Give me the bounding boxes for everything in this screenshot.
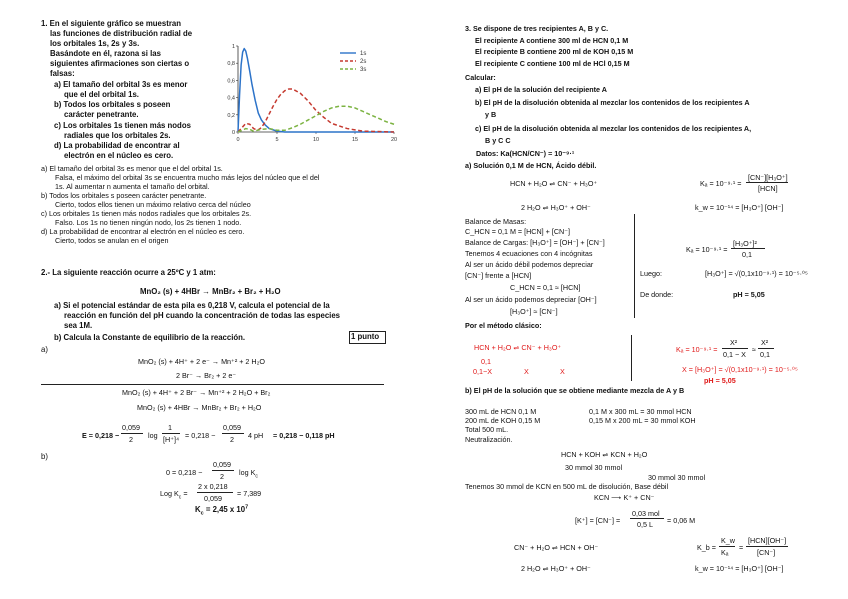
frac-bar xyxy=(630,518,664,519)
q2b-line: b) Calcula la Constante de equilibrio de la reacción. xyxy=(54,333,246,342)
x-tick-label: 20 xyxy=(390,137,398,143)
frac-bar xyxy=(758,348,774,349)
solution-a-title: a) Solución 0,1 M de HCN, Ácido débil. xyxy=(465,161,597,170)
q3-line: b) El pH de la disolución obtenida al mezclar los contenidos de los recipientes A xyxy=(475,98,750,107)
balance-line: [H₃O⁺] ≈ [CN⁻] xyxy=(510,307,558,316)
ka-lhs: Kₐ = 10⁻⁹·¹ = xyxy=(700,179,742,188)
balance-line: Balance de Cargas: [H₃O⁺] = [OH⁻] + [CN⁻] xyxy=(465,238,605,247)
answer-line: b) Todos los orbitales s poseen carácter penetrante. xyxy=(41,191,207,200)
kb-f1-num: K_w xyxy=(721,536,735,545)
column-divider xyxy=(634,214,635,318)
q3-line: 3. Se dispone de tres recipientes A, B y C. xyxy=(465,24,609,33)
answer-line: Cierto, todos se anulan en el origen xyxy=(55,236,169,245)
mix-b: 200 mL de KOH 0,15 M xyxy=(465,416,541,425)
q1-line: b) Todos los orbitales s poseen xyxy=(54,100,171,109)
e-log: log xyxy=(148,431,158,440)
balance-line: Al ser un ácido débil podemos depreciar xyxy=(465,260,594,269)
sum-reaction-2: MnO₂ (s) + 4HBr → MnBr₂ + Br₂ + H₂O xyxy=(137,403,262,412)
balance-line: C_HCN = 0,1 ≈ [HCN] xyxy=(510,283,581,292)
q1-line: a) El tamaño del orbital 3s es menor xyxy=(54,80,188,89)
ka2-lhs: Kₐ = 10⁻⁹·¹ = xyxy=(686,245,728,254)
q3-line: El recipiente B contiene 200 ml de KOH 0,15 M xyxy=(475,47,634,56)
q3-line: c) El pH de la disolución obtenida al mezclar los contenidos de los recipientes A, xyxy=(475,124,752,133)
y-tick-label: 0,4 xyxy=(227,95,235,102)
balance-line: [CN⁻] frente a [HCN] xyxy=(465,271,532,280)
radial-distribution-chart xyxy=(222,40,400,150)
q1-line: radiales que los orbitales 2s. xyxy=(64,131,171,140)
q3-line: El recipiente A contiene 300 ml de HCN 0,1 M xyxy=(475,36,629,45)
frac-bar xyxy=(719,546,735,547)
frac-bar xyxy=(222,433,244,434)
answer-line: c) Los orbitales 1s tienen más nodos radiales que los orbitales 2s. xyxy=(41,209,252,218)
q3-line: El recipiente C contiene 100 ml de HCl 0,15 M xyxy=(475,59,630,68)
conc-lhs: [K⁺] = [CN⁻] = xyxy=(575,516,621,525)
ph-result-1: pH = 5,05 xyxy=(733,290,765,299)
frac-bar xyxy=(162,433,180,434)
label-a: a) xyxy=(41,345,48,354)
q1-line: c) Los orbitales 1s tienen más nodos xyxy=(54,121,191,130)
frac-bar xyxy=(722,348,748,349)
q1-line: que el del orbital 1s. xyxy=(64,90,139,99)
q2a-line: sea 1M. xyxy=(64,321,93,330)
e-mid: = 0,218 − xyxy=(185,431,216,440)
classic-method-title: Por el método clásico: xyxy=(465,321,542,330)
ka-num: [CN⁻][H₃O⁺] xyxy=(748,173,788,182)
e-frac1-den: 2 xyxy=(129,435,133,444)
initial-row: 0,1 xyxy=(481,357,491,366)
b1-den: 2 xyxy=(220,472,224,481)
kb-eq-sign: = xyxy=(739,543,744,552)
e-lhs: E = 0,218 − xyxy=(82,431,120,440)
q3-line: a) El pH de la solución del recipiente A xyxy=(475,85,607,94)
eq-row-hcn: 0,1−X xyxy=(473,367,492,376)
series-2s-line xyxy=(238,89,394,132)
legend-label-1s: 1s xyxy=(360,51,367,57)
neutral-final: 30 mmol 30 mmol xyxy=(648,473,706,482)
classic-ka-den: 0,1 − X xyxy=(723,350,746,359)
total-volume: Total 500 mL. xyxy=(465,425,509,434)
e-tail: 4 pH xyxy=(248,431,264,440)
solution-b-title: b) El pH de la solución que se obtiene mediante mezcla de A y B xyxy=(465,386,685,395)
y-tick-label: 0,8 xyxy=(227,61,235,68)
series-1s-line xyxy=(238,49,394,132)
x-tick-label: 5 xyxy=(275,137,279,143)
answer-line: Cierto, todos ellos tienen un máximo relativo cerca del núcleo xyxy=(55,200,251,209)
q1-line: d) La probabilidad de encontrar al xyxy=(54,141,180,150)
conc-result: = 0,06 M xyxy=(667,516,696,525)
q2-title: 2.- La siguiente reacción ocurre a 25ºC y 1 atm: xyxy=(41,268,216,277)
sum-reaction-1: MnO₂ (s) + 4H⁺ + 2 Br⁻ → Mn⁺² + 2 H₂O + Br₂ xyxy=(122,388,271,397)
q1-line: los orbitales 1s, 2s y 3s. xyxy=(50,39,140,48)
luego-label: Luego: xyxy=(640,269,662,278)
q3-line: y B xyxy=(485,110,497,119)
q1-line: Basándote en él, razona si las xyxy=(50,49,161,58)
q3-line: B y C C xyxy=(485,136,511,145)
neutralization: Neutralización. xyxy=(465,435,513,444)
x-tick-label: 10 xyxy=(312,137,320,143)
classic-ka-den2: 0,1 xyxy=(760,350,770,359)
classic-ph: pH = 5,05 xyxy=(704,376,736,385)
half-reaction-2: 2 Br⁻ → Br₂ + 2 e⁻ xyxy=(176,371,237,380)
balance-line: C_HCN = 0,1 M = [HCN] + [CN⁻] xyxy=(465,227,571,236)
eq-row-cn: X xyxy=(524,367,529,376)
mix-a: 300 mL de HCN 0,1 M xyxy=(465,407,537,416)
answer-line: 1s. Al aumentar n aumenta el tamaño del orbital. xyxy=(55,182,210,191)
cn-hydrolysis: CN⁻ + H₂O ⇌ HCN + OH⁻ xyxy=(514,543,599,552)
water-equilibrium: 2 H₂O ⇌ H₃O⁺ + OH⁻ xyxy=(521,203,591,212)
e-frac3-den: 2 xyxy=(230,435,234,444)
answer-line: a) El tamaño del orbital 3s es menor que el del orbital 1s. xyxy=(41,164,223,173)
b2-tail: = 7,389 xyxy=(237,489,262,498)
b1-tail: $\log K_c$ xyxy=(239,468,258,480)
frac-bar xyxy=(731,248,765,249)
balance-line: Tenemos 4 ecuaciones con 4 incógnitas xyxy=(465,249,593,258)
answer-line: Falsa, el máximo del orbital 3s se encuentra mucho más lejos del núcleo que el del xyxy=(55,173,320,182)
neutral-equilibrium: HCN + KOH ⇌ KCN + H₂O xyxy=(561,450,648,459)
y-tick-label: 1 xyxy=(231,44,235,50)
b1-lhs: 0 = 0,218 − xyxy=(166,468,203,477)
e-frac3-num: 0,059 xyxy=(223,423,241,432)
frac-bar xyxy=(197,492,233,493)
b2-num: 2 x 0,218 xyxy=(198,482,228,491)
half-reaction-1: MnO₂ (s) + 4H⁺ + 2 e⁻ → Mn⁺² + 2 H₂O xyxy=(138,357,266,366)
luego-eq: [H₃O⁺] = √(0,1x10⁻⁹·¹) = 10⁻⁵·⁰⁵ xyxy=(705,269,808,278)
frac-bar xyxy=(121,433,143,434)
q1-line: siguientes afirmaciones son ciertas o xyxy=(50,59,190,68)
classic-x: X = [H₃O⁺] = √(0,1x10⁻⁹·¹) = 10⁻⁵·⁰⁵ xyxy=(682,365,798,374)
conc-den: 0,5 L xyxy=(637,520,653,529)
tenemos: Tenemos 30 mmol de KCN en 500 mL de disolución, Base débil xyxy=(465,482,669,491)
label-b: b) xyxy=(41,452,48,461)
datos: Datos: Ka(HCN/CN⁻) = 10⁻⁹·¹ xyxy=(476,149,575,158)
kb-f2-den: [CN⁻] xyxy=(757,548,776,557)
b2-lhs: Log $K_c$ = xyxy=(160,489,188,501)
sum-divider xyxy=(41,384,384,385)
neutral-initial: 30 mmol 30 mmol xyxy=(565,463,623,472)
eq-row-h3o: X xyxy=(560,367,565,376)
classic-equilibrium: HCN + H₂O ⇌ CN⁻ + H₃O⁺ xyxy=(474,343,562,352)
column-divider xyxy=(631,335,632,381)
mix-a-calc: 0,1 M x 300 mL = 30 mmol HCN xyxy=(589,407,692,416)
mix-b-calc: 0,15 M x 200 mL = 30 mmol KOH xyxy=(589,416,696,425)
q1-line: las funciones de distribución radial de xyxy=(50,29,193,38)
kw: k_w = 10⁻¹⁴ = [H₃O⁺] [OH⁻] xyxy=(695,203,784,212)
y-tick-label: 0 xyxy=(231,130,235,136)
legend-label-3s: 3s xyxy=(360,67,367,73)
q1-line: 1. En el siguiente gráfico se muestran xyxy=(41,19,181,28)
ka-den: [HCN] xyxy=(758,184,778,193)
kc-result: $K_c = 2,45$ x $10^7$ xyxy=(195,504,249,517)
q3-line: Calcular: xyxy=(465,73,496,82)
legend-label-2s: 2s xyxy=(360,59,367,65)
frac-bar xyxy=(212,470,234,471)
e-frac2-num: 1 xyxy=(168,423,172,432)
classic-ka-lhs: Kₐ = 10⁻⁹·¹ = xyxy=(676,345,718,354)
kcn-dissociation: KCN ⟶ K⁺ + CN⁻ xyxy=(594,493,655,502)
kw-2: k_w = 10⁻¹⁴ = [H₃O⁺] [OH⁻] xyxy=(695,564,784,573)
e-frac1-num: 0,059 xyxy=(122,423,140,432)
balance-line: Al ser un ácido podemos depreciar [OH⁻] xyxy=(465,295,597,304)
ka2-num: [H₃O⁺]² xyxy=(733,239,757,248)
hcn-equilibrium: HCN + H₂O ⇌ CN⁻ + H₃O⁺ xyxy=(510,179,598,188)
y-tick-label: 0,2 xyxy=(227,112,235,119)
q2-equation: MnO₂ (s) + 4HBr → MnBr₂ + Br₂ + H₂O xyxy=(140,287,281,296)
classic-ka-num2: X² xyxy=(761,338,769,347)
dedonde-label: De donde: xyxy=(640,290,674,299)
conc-num: 0,03 mol xyxy=(632,509,660,518)
b2-den: 0,059 xyxy=(204,494,222,503)
q2a-line: reacción en función del pH cuando la concentración de todas las especies xyxy=(64,311,341,320)
q1-line: carácter penetrante. xyxy=(64,110,139,119)
frac-bar xyxy=(746,546,788,547)
q1-line: falsas: xyxy=(50,69,75,78)
q2a-line: a) Si el potencial estándar de esta pila es 0,218 V, calcula el potencial de la xyxy=(54,301,330,310)
x-tick-label: 0 xyxy=(236,137,240,143)
e-frac2-den: [H⁺]⁴ xyxy=(163,435,180,444)
b1-num: 0,059 xyxy=(213,460,231,469)
water-equilibrium-2: 2 H₂O ⇌ H₃O⁺ + OH⁻ xyxy=(521,564,591,573)
classic-ka-num: X² xyxy=(730,338,738,347)
y-tick-label: 0,6 xyxy=(227,78,235,85)
e-result: = 0,218 − 0,118 pH xyxy=(273,431,335,440)
q1-line: electrón en el núcleo es cero. xyxy=(64,151,174,160)
points-label: 1 punto xyxy=(351,332,380,341)
answer-line: Falso. Los 1s no tienen ningún nodo, los 2s tienen 1 nodo. xyxy=(55,218,242,227)
x-tick-label: 15 xyxy=(351,137,359,143)
balance-line: Balance de Masas: xyxy=(465,217,527,226)
ka2-den: 0,1 xyxy=(742,250,752,259)
approx-sign: ≈ xyxy=(752,345,756,354)
frac-bar xyxy=(746,182,788,183)
kb-lhs: K_b = xyxy=(697,543,716,552)
kb-f2-num: [HCN][OH⁻] xyxy=(748,536,787,545)
kb-f1-den: Kₐ xyxy=(721,548,729,557)
answer-line: d) La probabilidad de encontrar al electrón en el núcleo es cero. xyxy=(41,227,245,236)
